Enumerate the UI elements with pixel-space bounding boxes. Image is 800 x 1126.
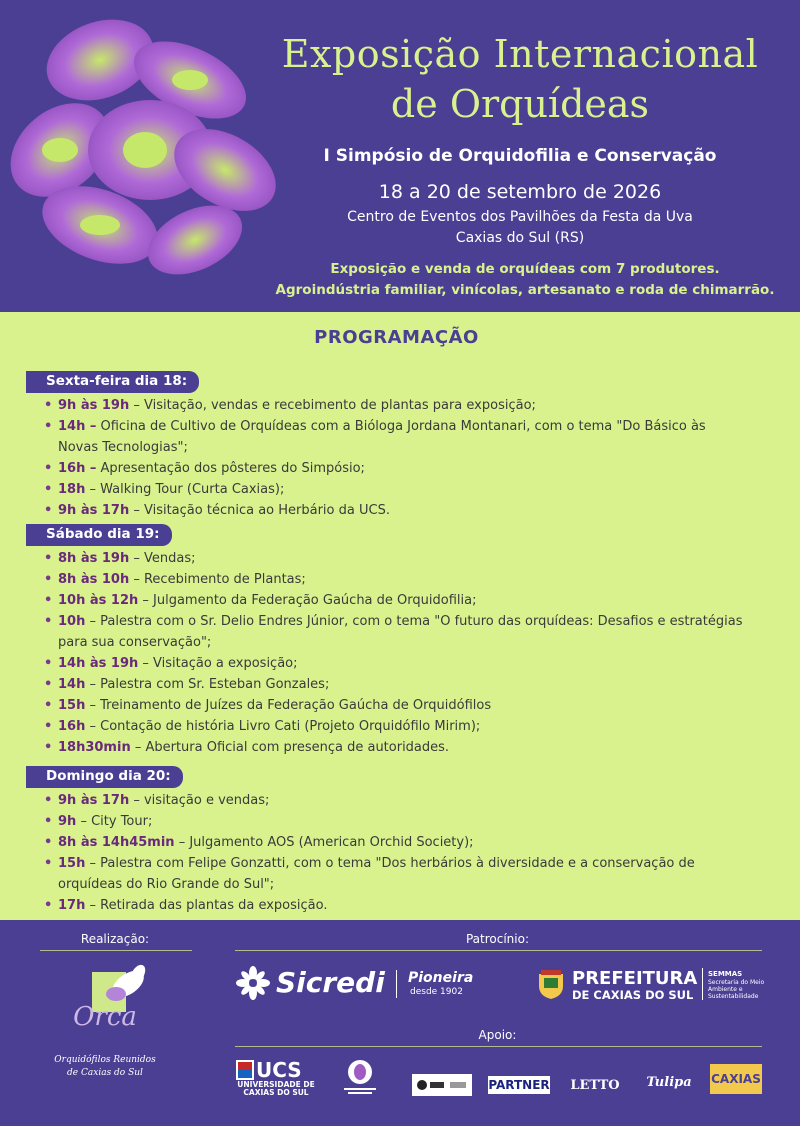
bullet-icon: • [44,593,53,608]
item-sep: – [138,593,154,608]
bullet-icon: • [44,698,53,713]
item-time: 9h [58,814,77,829]
event-title-line2: de Orquídeas [390,82,650,126]
schedule-item [26,590,786,611]
bullet-icon: • [44,551,53,566]
bullet-icon: • [44,677,53,692]
schedule-item [26,500,786,521]
partner-logo: PARTNER [488,1078,550,1092]
schedule-item [26,674,786,695]
item-text: Retirada das plantas da exposição. [100,898,328,913]
item-sep: – [85,719,101,734]
item-text: Recebimento de Plantas; [143,572,306,587]
sicredi-since: desde 1902 [410,987,463,997]
item-time: 18h30min [58,740,131,755]
schedule-item [26,737,786,758]
item-time: 8h às 14h45min [58,835,175,850]
bullet-icon: • [44,572,53,587]
schedule-item [26,458,786,479]
bullet-icon: • [44,835,53,850]
item-sep: – [129,398,144,413]
schedule-item [26,853,786,895]
item-time: 14h – [58,419,97,434]
highlight-line: Agroindústria familiar, vinícolas, artesanato e roda de chimarrão. [275,282,775,298]
prefeitura-logo-text: PREFEITURA [572,968,698,989]
orchid-illustration [0,0,290,312]
item-text-cont: para sua conservação"; [58,635,212,650]
schedule-item [26,716,786,737]
item-sep: – [138,656,154,671]
bullet-icon: • [44,614,53,629]
item-time: 10h [58,614,86,629]
bullet-icon: • [44,814,53,829]
schedule-list [26,548,786,758]
orca-subtitle-line1: Orquidófilos Reunidos [54,1055,156,1065]
item-sep: – [85,898,101,913]
item-text: Julgamento AOS (American Orchid Society); [189,835,474,850]
item-time: 9h às 19h [58,398,130,413]
day-section-friday [26,370,786,521]
bullet-icon: • [44,856,53,871]
header-banner [0,0,800,312]
item-text: Visitação a exposição; [153,656,298,671]
day-label: Sexta-feira dia 18: [26,371,199,393]
event-title-line1: Exposição Internacional [281,32,759,76]
item-time: 8h às 19h [58,551,130,566]
sicredi-tagline: Pioneira [408,970,474,986]
prefeitura-city: DE CAXIAS DO SUL [572,988,694,1002]
schedule-item [26,479,786,500]
item-time: 14h [58,677,86,692]
schedule-item [26,416,786,458]
program-title: PROGRAMAÇÃO [314,327,479,348]
item-text: Visitação, vendas e recebimento de plantas para exposição; [143,398,536,413]
bullet-icon: • [44,719,53,734]
sicredi-logo-text: Sicredi [276,966,385,999]
item-sep: – [85,677,101,692]
item-time: 9h às 17h [58,793,130,808]
item-text: Palestra com Sr. Esteban Gonzales; [100,677,330,692]
bullet-icon: • [44,503,53,518]
item-text: visitação e vendas; [143,793,270,808]
schedule-item [26,653,786,674]
schedule-list [26,395,786,521]
federation-logo [338,1058,382,1098]
bullet-icon: • [44,398,53,413]
divider [40,950,192,951]
bullet-icon: • [44,740,53,755]
item-text: Walking Tour (Curta Caxias); [100,482,285,497]
schedule-item [26,395,786,416]
item-sep: – [129,572,144,587]
schedule-item [26,548,786,569]
schedule-item [26,790,786,811]
item-sep: – [85,856,101,871]
patrocinio-label: Patrocínio: [465,932,530,946]
ucs-subtitle: UNIVERSIDADE DE CAXIAS DO SUL [237,1080,315,1097]
ich-logo [412,1074,472,1096]
item-text: City Tour; [91,814,153,829]
bullet-icon: • [44,898,53,913]
bullet-icon: • [44,656,53,671]
item-text: Treinamento de Juízes da Federação Gaúcha de Orquidófilos [100,698,492,713]
item-text: Contação de história Livro Cati (Projeto Orquidófilo Mirim); [100,719,481,734]
item-sep: – [85,614,101,629]
item-time: 15h [58,856,86,871]
event-venue: Centro de Eventos dos Pavilhões da Festa da Uva [347,209,693,225]
item-time: 8h às 10h [58,572,130,587]
divider [396,970,397,998]
item-sep: – [130,740,146,755]
ucs-flag-icon [236,1060,254,1080]
item-sep: – [85,698,101,713]
divider [235,1046,762,1047]
item-sep: – [129,503,144,518]
semmas-label: SEMMAS [708,970,743,978]
item-time: 14h às 19h [58,656,139,671]
semmas-subtitle: Secretaria do Meio Ambiente e Sustentabilidade [708,979,765,1000]
day-label: Sábado dia 19: [26,524,172,546]
schedule-item [26,832,786,853]
ucs-logo-text: UCS [256,1058,302,1082]
schedule-item [26,811,786,832]
bullet-icon: • [44,482,53,497]
schedule-item [26,569,786,590]
item-time: 16h [58,719,86,734]
bullet-icon: • [44,793,53,808]
orca-subtitle-line2: de Caxias do Sul [67,1068,143,1078]
item-time: 15h [58,698,86,713]
schedule-item [26,611,786,653]
item-text-cont: Novas Tecnologias"; [58,440,188,455]
tulipa-logo: Tulipa [646,1074,692,1090]
caxias-coat-of-arms-icon [535,968,567,1000]
apoio-label: Apoio: [478,1028,517,1042]
item-sep: – [129,551,144,566]
orca-name: Orca [73,1002,137,1032]
item-text: Abertura Oficial com presença de autoridades. [145,740,450,755]
item-text: Julgamento da Federação Gaúcha de Orquidofilia; [153,593,477,608]
item-sep: – [85,482,101,497]
item-text: Palestra com Felipe Gonzatti, com o tema "Dos herbários à diversidade e a conservação de [100,856,695,871]
item-text: Oficina de Cultivo de Orquídeas com a Bióloga Jordana Montanari, com o tema "Do Básico às [100,419,706,434]
letto-logo: LETTO [570,1077,620,1093]
item-text: Apresentação dos pôsteres do Simpósio; [100,461,365,476]
event-city: Caxias do Sul (RS) [455,230,585,246]
bullet-icon: • [44,461,53,476]
item-time: 10h às 12h [58,593,139,608]
day-section-saturday [26,523,786,758]
item-sep: – [174,835,190,850]
item-text: Palestra com o Sr. Delio Endres Júnior, com o tema "O futuro das orquídeas: Desafios e estratégias [100,614,743,629]
item-sep: – [76,814,92,829]
schedule-item [26,895,786,916]
realizacao-label: Realização: [80,932,150,946]
item-text: Vendas; [143,551,196,566]
bullet-icon: • [44,419,53,434]
caxias-logo: CAXIAS [710,1064,762,1094]
orca-subtitle [30,1054,180,1080]
event-date: 18 a 20 de setembro de 2026 [378,181,662,203]
item-sep: – [129,793,144,808]
item-time: 9h às 17h [58,503,130,518]
day-section-sunday [26,765,786,916]
schedule-list [26,790,786,916]
highlight-line: Exposição e venda de orquídeas com 7 produtores. [330,261,720,277]
item-time: 17h [58,898,86,913]
item-text: Visitação técnica ao Herbário da UCS. [143,503,390,518]
item-text-cont: orquídeas do Rio Grande do Sul"; [58,877,275,892]
event-subtitle: I Simpósio de Orquidofilia e Conservação [323,146,717,166]
item-time: 16h – [58,461,97,476]
day-label: Domingo dia 20: [26,766,183,788]
sicredi-flower-icon [236,966,270,1000]
divider [235,950,762,951]
schedule-item [26,695,786,716]
divider [702,968,703,1000]
item-time: 18h [58,482,86,497]
